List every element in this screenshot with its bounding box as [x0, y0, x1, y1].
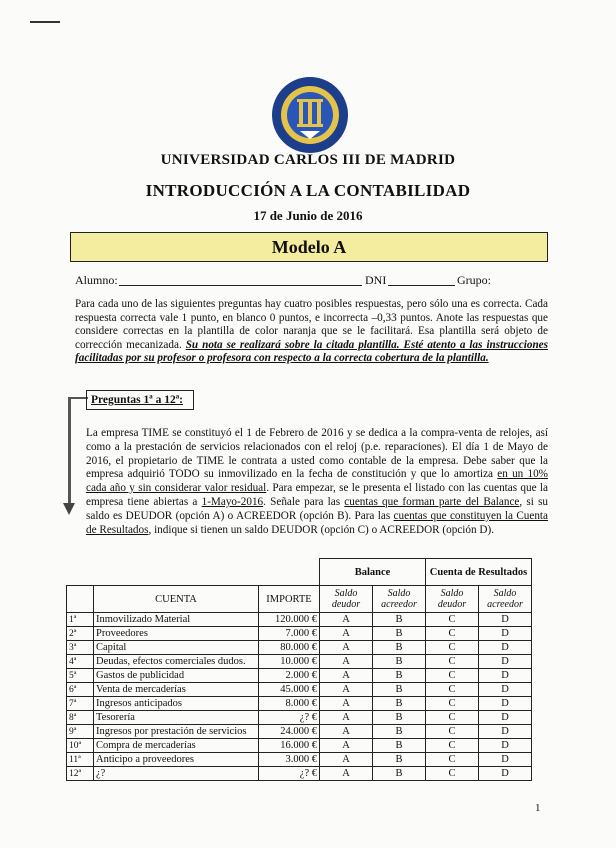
account-name: Tesorería	[94, 711, 259, 725]
page-number: 1	[535, 802, 541, 814]
option-d[interactable]: D	[479, 767, 532, 781]
balance-header: Balance	[320, 559, 426, 586]
saldo-acreedor-header: Saldo acreedor	[479, 586, 532, 613]
table-row	[67, 739, 532, 753]
option-a[interactable]: A	[320, 641, 373, 655]
table-row	[67, 697, 532, 711]
option-d[interactable]: D	[479, 627, 532, 641]
saldo-acreedor-header: Saldo acreedor	[373, 586, 426, 613]
case-text: La empresa TIME se constituyó el 1 de Febrero de 2016 y se dedica a la compra-venta de relojes, así como a la prestación de servicios relacionados con el reloj (p.e. reparaciones). El día 1 de Mayo de 2016, el propietario de TIME le contrata a usted como contable de la empresa. Debe saber que la empresa adquirió TODO su inmovilizado en la fecha de constitución y que lo amortiza	[86, 427, 548, 481]
option-a[interactable]: A	[320, 683, 373, 697]
option-a[interactable]: A	[320, 627, 373, 641]
row-number: 12ª	[67, 767, 94, 781]
account-amount: 120.000 €	[259, 613, 320, 627]
dni-label: DNI	[365, 273, 387, 287]
account-name: Proveedores	[94, 627, 259, 641]
option-b[interactable]: B	[373, 767, 426, 781]
account-amount: ¿? €	[259, 711, 320, 725]
alumno-label: Alumno:	[75, 273, 118, 287]
option-c[interactable]: C	[426, 697, 479, 711]
case-underlined: 1-Mayo-2016	[201, 495, 264, 508]
option-c[interactable]: C	[426, 655, 479, 669]
option-d[interactable]: D	[479, 725, 532, 739]
case-underlined: en un 10% cada año y sin considerar valor residual	[86, 468, 548, 495]
table-row	[67, 767, 532, 781]
option-c[interactable]: C	[426, 739, 479, 753]
option-c[interactable]: C	[426, 725, 479, 739]
option-d[interactable]: D	[479, 739, 532, 753]
row-number: 3ª	[67, 641, 94, 655]
case-text: . Señale para las	[263, 495, 341, 508]
table-row	[67, 669, 532, 683]
importe-header: IMPORTE	[259, 586, 320, 613]
row-number: 9ª	[67, 725, 94, 739]
account-name: Gastos de publicidad	[94, 669, 259, 683]
account-amount: 8.000 €	[259, 697, 320, 711]
option-b[interactable]: B	[373, 641, 426, 655]
university-seal-icon	[270, 75, 350, 155]
saldo-deudor-header: Saldo deudor	[426, 586, 479, 613]
exam-date: 17 de Junio de 2016	[253, 208, 363, 223]
option-d[interactable]: D	[479, 697, 532, 711]
case-statement	[86, 427, 548, 537]
option-a[interactable]: A	[320, 739, 373, 753]
account-name: Venta de mercaderías	[94, 683, 259, 697]
option-c[interactable]: C	[426, 711, 479, 725]
accounts-table	[66, 558, 532, 781]
table-row	[67, 725, 532, 739]
table-row	[67, 655, 532, 669]
table-row	[67, 683, 532, 697]
instructions-text: Para cada uno de las siguientes preguntas hay cuatro posibles respuestas, pero sólo una es correcta. Cada respuesta correcta vale 1 punto, en blanco 0 puntos, e incorrecta –0,33 puntos. Anote las respuestas que considere correctas en la plantilla de color naranja que se le facilitará. Esa plantilla será objeto de corrección mecanizada.	[75, 298, 548, 351]
grupo-label: Grupo:	[457, 273, 491, 287]
arrow-down-icon	[63, 503, 75, 515]
option-a[interactable]: A	[320, 613, 373, 627]
resultados-header: Cuenta de Resultados	[426, 559, 532, 586]
model-box: Modelo A	[70, 232, 548, 262]
option-c[interactable]: C	[426, 669, 479, 683]
option-d[interactable]: D	[479, 641, 532, 655]
case-text: , si su saldo es DEUDOR (opción A) o ACREEDOR (opción B). Para las	[86, 495, 549, 522]
questions-label: Preguntas 1ª a 12ª:	[86, 390, 194, 410]
student-info	[75, 273, 545, 289]
option-b[interactable]: B	[373, 697, 426, 711]
row-number: 11ª	[67, 753, 94, 767]
option-c[interactable]: C	[426, 613, 479, 627]
option-c[interactable]: C	[426, 767, 479, 781]
arrow-line	[68, 397, 71, 505]
option-d[interactable]: D	[479, 711, 532, 725]
option-b[interactable]: B	[373, 627, 426, 641]
option-b[interactable]: B	[373, 683, 426, 697]
option-d[interactable]: D	[479, 669, 532, 683]
account-amount: 45.000 €	[259, 683, 320, 697]
row-number: 8ª	[67, 711, 94, 725]
course-title: INTRODUCCIÓN A LA CONTABILIDAD	[145, 181, 471, 200]
account-name: Compra de mercaderías	[94, 739, 259, 753]
account-amount: 2.000 €	[259, 669, 320, 683]
option-a[interactable]: A	[320, 767, 373, 781]
account-name: Deudas, efectos comerciales dudos.	[94, 655, 259, 669]
option-c[interactable]: C	[426, 683, 479, 697]
instructions-emphasis: Su nota se realizará sobre la citada plantilla. Esté atento a las instrucciones facilitadas por su profesor o profesora con respecto a la correcta cobertura de la plantilla.	[75, 338, 548, 365]
account-amount: 10.000 €	[259, 655, 320, 669]
option-a[interactable]: A	[320, 697, 373, 711]
account-name: Capital	[94, 641, 259, 655]
table-row	[67, 627, 532, 641]
account-amount: ¿? €	[259, 767, 320, 781]
account-amount: 80.000 €	[259, 641, 320, 655]
row-number: 1ª	[67, 613, 94, 627]
option-d[interactable]: D	[479, 655, 532, 669]
table-row	[67, 641, 532, 655]
row-number: 10ª	[67, 739, 94, 753]
case-underlined: cuentas que constituyen la Cuenta de Resultados	[86, 509, 549, 536]
option-c[interactable]: C	[426, 753, 479, 767]
option-a[interactable]: A	[320, 711, 373, 725]
dni-field[interactable]	[388, 285, 455, 286]
option-b[interactable]: B	[373, 613, 426, 627]
option-b[interactable]: B	[373, 669, 426, 683]
table-row	[67, 711, 532, 725]
account-amount: 24.000 €	[259, 725, 320, 739]
option-a[interactable]: A	[320, 725, 373, 739]
account-amount: 7.000 €	[259, 627, 320, 641]
option-b[interactable]: B	[373, 739, 426, 753]
account-amount: 3.000 €	[259, 753, 320, 767]
table-row	[67, 613, 532, 627]
option-d[interactable]: D	[479, 613, 532, 627]
saldo-deudor-header: Saldo deudor	[320, 586, 373, 613]
case-underlined: cuentas que forman parte del Balance	[344, 495, 520, 508]
account-name: Inmovilizado Material	[94, 613, 259, 627]
account-name: Anticipo a proveedores	[94, 753, 259, 767]
scan-mark	[30, 21, 60, 23]
table-row	[67, 753, 532, 767]
option-b[interactable]: B	[373, 753, 426, 767]
instructions	[75, 298, 548, 366]
case-text: , indique si tienen un saldo DEUDOR (opción C) o ACREEDOR (opción D).	[148, 523, 495, 536]
university-name: UNIVERSIDAD CARLOS III DE MADRID	[160, 152, 456, 168]
account-name: ¿?	[94, 767, 259, 781]
row-number: 6ª	[67, 683, 94, 697]
option-b[interactable]: B	[373, 711, 426, 725]
row-number: 2ª	[67, 627, 94, 641]
alumno-field[interactable]	[119, 285, 362, 286]
account-name: Ingresos anticipados	[94, 697, 259, 711]
row-number: 7ª	[67, 697, 94, 711]
option-d[interactable]: D	[479, 753, 532, 767]
cuenta-header: CUENTA	[94, 586, 259, 613]
account-name: Ingresos por prestación de servicios	[94, 725, 259, 739]
option-d[interactable]: D	[479, 683, 532, 697]
case-text: . Para empezar, se le presenta el listado con las cuentas que la empresa tiene abiertas a	[86, 482, 548, 508]
option-b[interactable]: B	[373, 655, 426, 669]
row-number: 4ª	[67, 655, 94, 669]
option-a[interactable]: A	[320, 669, 373, 683]
option-c[interactable]: C	[426, 627, 479, 641]
option-a[interactable]: A	[320, 753, 373, 767]
account-amount: 16.000 €	[259, 739, 320, 753]
option-b[interactable]: B	[373, 725, 426, 739]
option-a[interactable]: A	[320, 655, 373, 669]
row-number: 5ª	[67, 669, 94, 683]
arrow-line	[68, 397, 88, 399]
option-c[interactable]: C	[426, 641, 479, 655]
